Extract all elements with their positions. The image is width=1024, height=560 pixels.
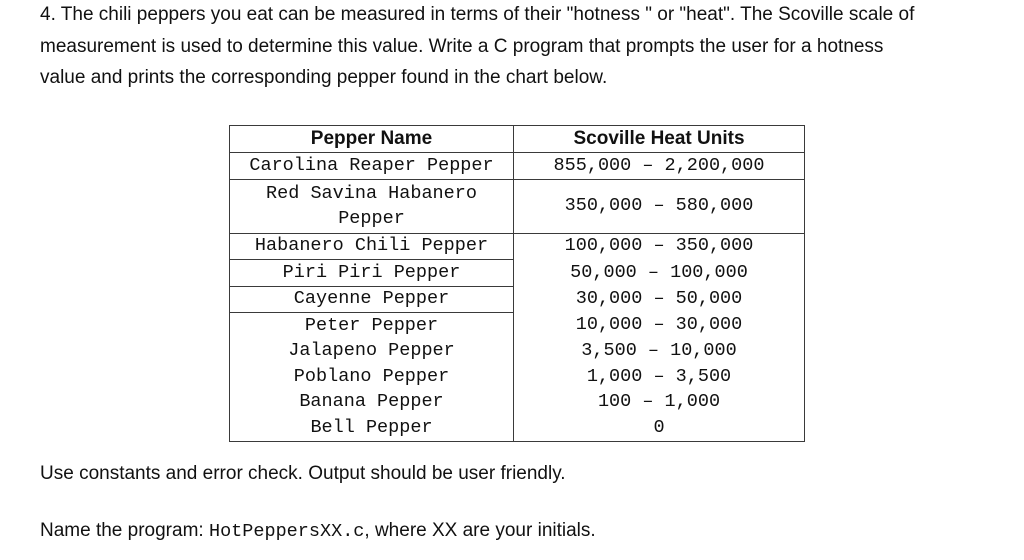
table-row [230, 313, 805, 339]
scoville-table [229, 125, 805, 442]
heat-range-cell: 0 [514, 415, 805, 441]
pepper-name-cell: Bell Pepper [230, 415, 514, 441]
pepper-name-cell: Piri Piri Pepper [230, 260, 514, 287]
table-row [230, 415, 805, 441]
heat-range-cell: 855,000 – 2,200,000 [514, 153, 805, 180]
table-row [230, 339, 805, 365]
heat-range-cell: 100 – 1,000 [514, 390, 805, 416]
pepper-name-cell: Cayenne Pepper [230, 286, 514, 313]
pepper-name-cell: Carolina Reaper Pepper [230, 153, 514, 180]
heat-range-cell: 10,000 – 30,000 [514, 313, 805, 339]
pepper-name-cell: Poblano Pepper [230, 364, 514, 390]
question-text [40, 0, 1015, 94]
pepper-name-cell: Jalapeno Pepper [230, 339, 514, 365]
table-row [230, 364, 805, 390]
heat-range-cell: 30,000 – 50,000 [514, 286, 805, 313]
constants-note: Use constants and error check. Output should be user friendly. [40, 463, 566, 484]
heat-range-cell: 350,000 – 580,000 [514, 179, 805, 233]
program-name-prefix: Name the program: [40, 520, 209, 541]
program-name-instruction [40, 515, 1015, 548]
pepper-name-cell: Habanero Chili Pepper [230, 233, 514, 260]
heat-range-cell: 1,000 – 3,500 [514, 364, 805, 390]
pepper-name-cell: Peter Pepper [230, 313, 514, 339]
table-header-row [230, 126, 805, 153]
pepper-name-line-1: Red Savina Habanero [266, 182, 477, 204]
table-row [230, 260, 805, 287]
table-row [230, 286, 805, 313]
program-name-suffix: , where XX are your initials. [364, 520, 596, 541]
header-scoville: Scoville Heat Units [514, 126, 805, 153]
heat-range-cell: 50,000 – 100,000 [514, 260, 805, 287]
pepper-name-cell: Banana Pepper [230, 390, 514, 416]
table-row [230, 179, 805, 233]
table-row [230, 390, 805, 416]
pepper-name-line-2: Pepper [338, 207, 405, 229]
header-pepper-name: Pepper Name [230, 126, 514, 153]
pepper-name-cell [230, 179, 514, 233]
question-line-3: value and prints the corresponding pepper found in the chart below. [40, 67, 608, 88]
question-line-1: 4. The chili peppers you eat can be measured in terms of their "hotness " or "heat". The Scoville scale of [40, 4, 915, 25]
table-row [230, 233, 805, 260]
program-filename: HotPeppersXX.c [208, 521, 365, 542]
table-row [230, 153, 805, 180]
heat-range-cell: 100,000 – 350,000 [514, 233, 805, 260]
question-line-2: measurement is used to determine this value. Write a C program that prompts the user for a hotness [40, 35, 884, 57]
heat-range-cell: 3,500 – 10,000 [514, 339, 805, 365]
